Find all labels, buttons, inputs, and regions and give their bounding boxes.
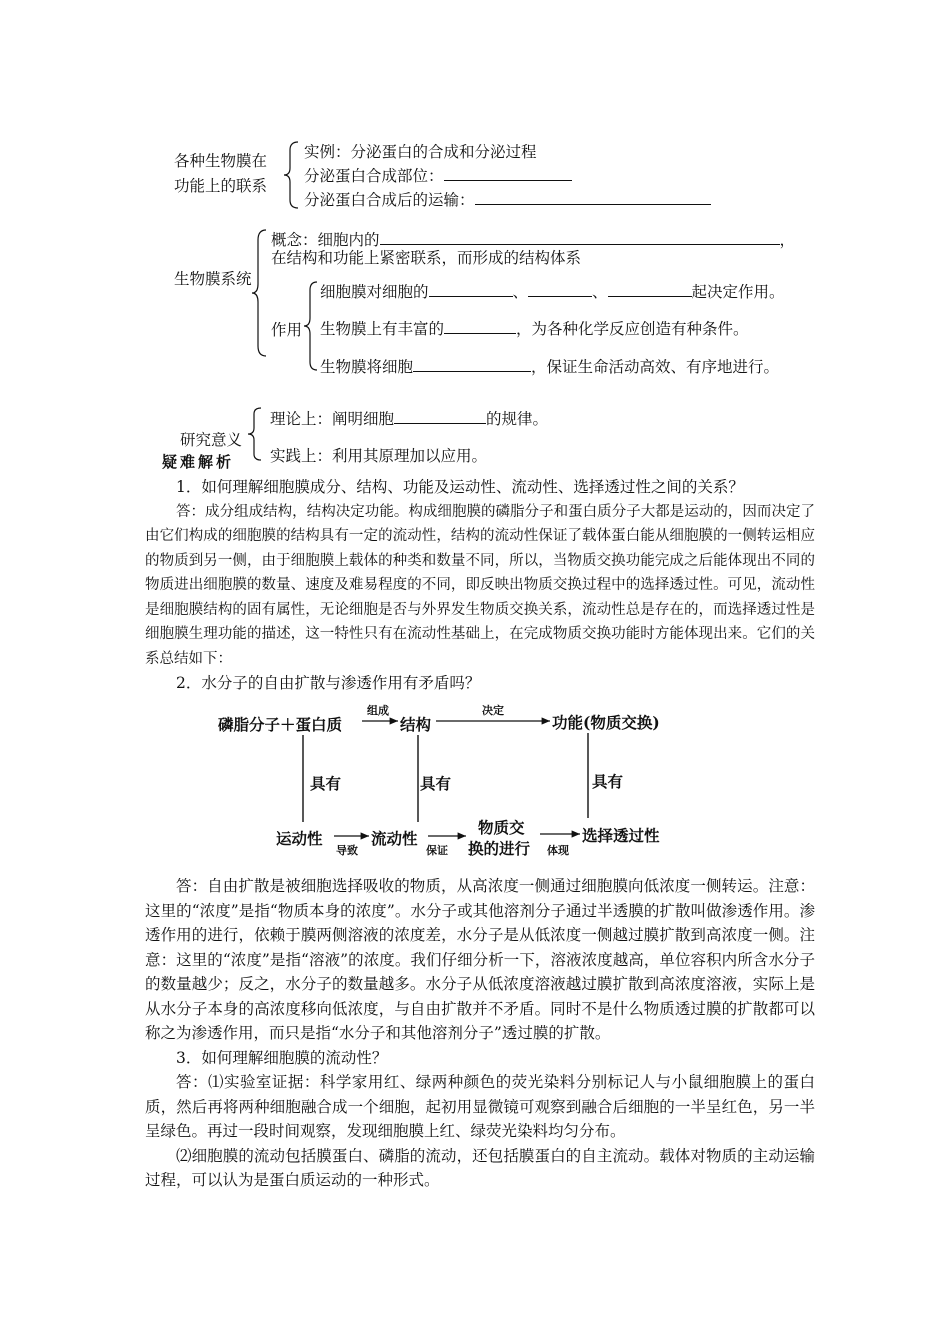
question-2: 2．水分子的自由扩散与渗透作用有矛盾吗？ xyxy=(176,674,481,692)
role3-label: 生物膜将细胞 xyxy=(320,358,414,376)
role1-suffix: 起决定作用。 xyxy=(691,283,785,301)
concept-comma: ， xyxy=(779,231,796,249)
role2-label: 生物膜上有丰富的 xyxy=(320,320,445,338)
diagram-bottom-left: 运动性 xyxy=(276,829,323,848)
diagram-label-lead: 导致 xyxy=(336,844,358,857)
meaning-title: 研究意义 xyxy=(180,431,243,449)
diagram-bottom-mid2-a: 物质交 xyxy=(478,818,525,837)
diagram-label-decide: 决定 xyxy=(482,704,504,717)
diagram-label-ensure: 保证 xyxy=(426,844,448,857)
theory-label: 理论上：阐明细胞 xyxy=(270,410,395,428)
diagram-has-1: 具有 xyxy=(310,774,342,793)
qa-block-2 xyxy=(145,874,815,1193)
diagram-top-mid: 结构 xyxy=(400,715,432,734)
role-label: 作用 xyxy=(271,321,303,339)
concept-label: 概念：细胞内的 xyxy=(271,231,380,249)
func-site-label: 分泌蛋白合成部位： xyxy=(304,167,444,185)
role1-label: 细胞膜对细胞的 xyxy=(320,283,429,301)
diagram-bottom-right: 选择透过性 xyxy=(582,826,660,845)
concept-line2: 在结构和功能上紧密联系，而形成的结构体系 xyxy=(271,249,582,267)
diagram-bottom-mid2-b: 换的进行 xyxy=(468,839,531,858)
diagram-top-right: 功能(物质交换) xyxy=(552,713,660,732)
func-example: 实例：分泌蛋白的合成和分泌过程 xyxy=(304,143,537,161)
practice-text: 实践上：利用其原理加以应用。 xyxy=(270,447,488,465)
answer-2: 答：自由扩散是被细胞选择吸收的物质，从高浓度一侧通过细胞膜向低浓度一侧转运。注意：这里的“浓度”是指“物质本身的浓度”。水分子或其他溶剂分子通过半透膜的扩散叫做渗透作用。渗透作用的进行，依赖于膜两侧溶液的浓度差，水分子是从低浓度一侧越过膜扩散到高浓度一侧。注意：这里的“浓度”是指“溶液”的浓度。我们仔细分析一下，溶液浓度越高，单位容积内所含水分子的数量越少；反之，水分子的数量越多。水分子从低浓度溶液越过膜扩散到高浓度溶液，实际上是从水分子本身的高浓度移向低浓度，与自由扩散并不矛盾。同时不是什么物质透过膜的扩散都可以称之为渗透作用，而只是指“水分子和其他溶剂分子”透过膜的扩散。 xyxy=(145,877,815,1042)
diagram-bottom-mid: 流动性 xyxy=(371,829,418,848)
func-title-line2: 功能上的联系 xyxy=(174,177,268,195)
theory-suffix: 的规律。 xyxy=(486,410,549,428)
role2-suffix: ，为各种化学反应创造有种条件。 xyxy=(516,320,749,338)
diagram-top-left: 磷脂分子＋蛋白质 xyxy=(218,715,343,734)
diagram-label-show: 体现 xyxy=(547,844,569,857)
answer-3-part-1: 答：⑴实验室证据：科学家用红、绿两种颜色的荧光染料分别标记人与小鼠细胞膜上的蛋白质，然后再将两种细胞融合成一个细胞，起初用显微镜可观察到融合后细胞的一半呈红色，另一半呈绿色。再过一段时间观察，发现细胞膜上红、绿荧光染料均匀分布。 xyxy=(145,1073,815,1140)
role3-suffix: ，保证生命活动高效、有序地进行。 xyxy=(531,358,780,376)
question-1: 1．如何理解细胞膜成分、结构、功能及运动性、流动性、选择透过性之间的关系？ xyxy=(176,478,744,496)
question-3: 3．如何理解细胞膜的流动性？ xyxy=(176,1048,388,1067)
diagram-has-2: 具有 xyxy=(420,774,452,793)
diagram-label-compose: 组成 xyxy=(367,704,389,717)
func-transport-label: 分泌蛋白合成后的运输： xyxy=(304,191,475,209)
answer-3-part-2: ⑵细胞膜的流动包括膜蛋白、磷脂的流动，还包括膜蛋白的自主流动。载体对物质的主动运输过程，可以认为是蛋白质运动的一种形式。 xyxy=(145,1146,815,1189)
role1-sep-2: 、 xyxy=(592,283,608,301)
answer-1: 答：成分组成结构，结构决定功能。构成细胞膜的磷脂分子和蛋白质分子大都是运动的，因而决定了由它们构成的细胞膜的结构具有一定的流动性，结构的流动性保证了载体蛋白能从细胞膜的一侧转运相应的物质到另一侧，由于细胞膜上载体的种类和数量不同，所以，当物质交换功能完成之后能体现出不同的物质进出细胞膜的数量、速度及难易程度的不同，即反映出物质交换过程中的选择透过性。可见，流动性是细胞膜结构的固有属性，无论细胞是否与外界发生物质交换关系，流动性总是存在的，而选择透过性是细胞膜生理功能的描述，这一特性只有在流动性基础上，在完成物质交换功能时方能体现出来。它们的关系总结如下： xyxy=(145,503,815,667)
system-title: 生物膜系统 xyxy=(174,270,252,288)
func-title-line1: 各种生物膜在 xyxy=(174,152,268,170)
diagram-has-3: 具有 xyxy=(592,772,624,791)
section-heading: 疑难解析 xyxy=(162,453,235,471)
role1-sep-1: 、 xyxy=(512,283,529,301)
